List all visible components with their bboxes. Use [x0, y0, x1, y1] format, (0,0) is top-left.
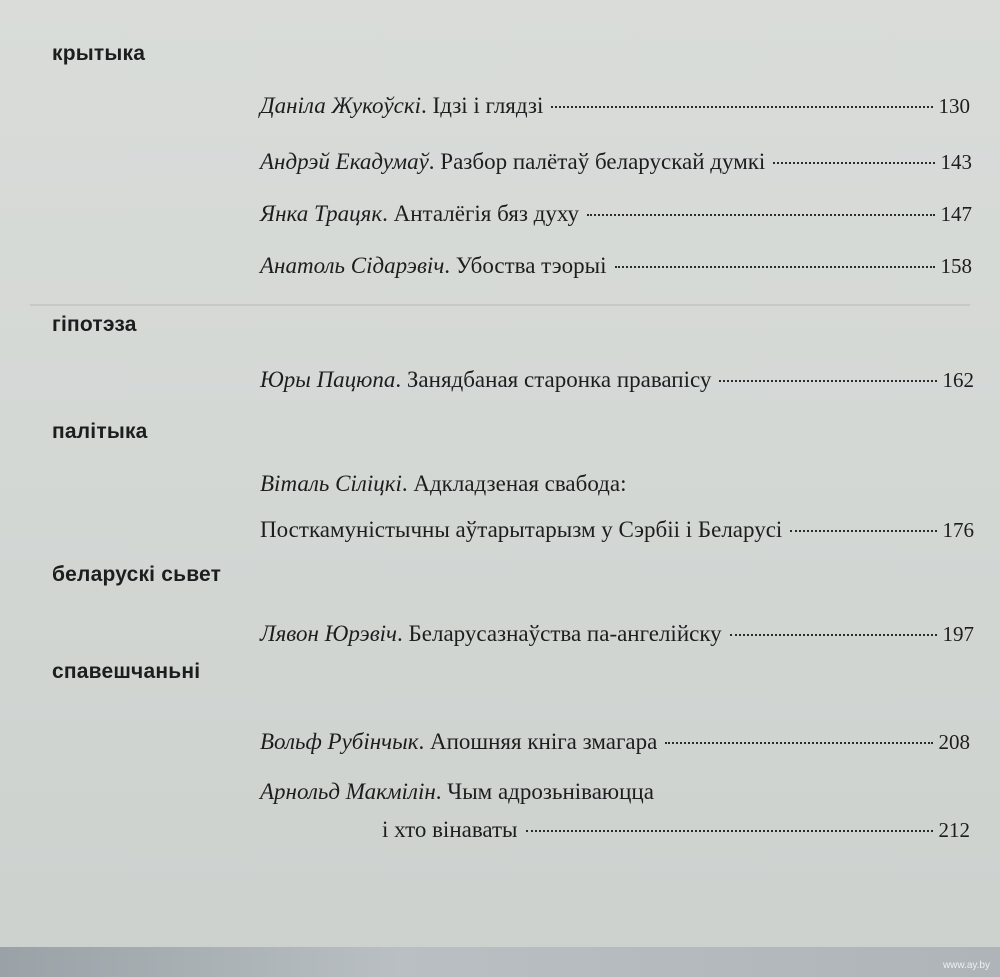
entry-title: . Адкладзеная свабода:	[401, 471, 627, 496]
entry-author: Андрэй Екадумаў	[260, 149, 429, 174]
entry-title: . Чым адрозьніваюцца	[435, 779, 654, 804]
photo-bottom-edge	[0, 947, 1000, 977]
section-title: гіпотэза	[52, 313, 137, 336]
entry-title: . Занядбаная старонка правапісу	[395, 367, 712, 392]
entry-author: Анатоль Сідарэвіч	[260, 253, 445, 278]
section-title: палітыка	[52, 420, 148, 443]
leader-dots	[773, 162, 934, 164]
entry-page-number: 143	[940, 150, 972, 174]
toc-entry	[260, 92, 970, 120]
section-title: беларускі сьвет	[52, 563, 222, 586]
entry-page-number: 130	[938, 94, 970, 118]
entry-title: . Убоства тэорыі	[444, 253, 607, 278]
toc-entry	[260, 620, 974, 648]
leader-dots	[615, 266, 935, 268]
toc-entry	[260, 516, 974, 544]
watermark-text: www.ay.by	[942, 960, 990, 971]
entry-page-number: 208	[938, 730, 970, 754]
leader-dots	[719, 380, 936, 382]
entry-author: Арнольд Макмілін	[260, 779, 436, 804]
toc-entry	[382, 816, 970, 844]
toc-entry	[260, 200, 972, 228]
entry-page-number: 147	[940, 202, 972, 226]
leader-dots	[790, 530, 936, 532]
section-title: спавешчаньні	[52, 660, 201, 683]
entry-title: . Апошняя кніга змагара	[418, 729, 658, 754]
leader-dots	[730, 634, 937, 636]
leader-dots	[551, 106, 932, 108]
toc-entry	[260, 728, 970, 756]
leader-dots	[526, 830, 933, 832]
entry-page-number: 176	[942, 518, 974, 542]
toc-entry	[260, 366, 974, 394]
entry-author: Лявон Юрэвіч	[260, 621, 398, 646]
entry-author: Даніла Жукоўскі	[260, 93, 422, 118]
entry-page-number: 212	[938, 818, 970, 842]
entry-author: Віталь Сіліцкі	[260, 471, 402, 496]
entry-title: . Ідзі і глядзі	[421, 93, 544, 118]
entry-author: Янка Трацяк	[260, 201, 383, 226]
entry-title-continued: Посткамуністычны аўтарытарызм у Сэрбіі і Беларусі	[260, 517, 783, 542]
entry-title: . Разбор палётаў беларускай думкі	[428, 149, 766, 174]
toc-entry-first-line	[260, 778, 654, 805]
toc-entry	[260, 148, 972, 176]
toc-entry	[260, 252, 972, 280]
entry-title: . Беларусазнаўства па-ангелійску	[397, 621, 722, 646]
leader-dots	[587, 214, 934, 216]
entry-title-continued: і хто вінаваты	[382, 817, 518, 842]
leader-dots	[665, 742, 932, 744]
entry-page-number: 197	[942, 622, 974, 646]
entry-author: Юры Пацюпа	[260, 367, 396, 392]
faint-divider	[30, 304, 970, 306]
section-title: крытыка	[52, 42, 146, 65]
toc-entry-first-line	[260, 470, 626, 497]
entry-title: . Анталёгія бяз духу	[382, 201, 580, 226]
entry-page-number: 158	[940, 254, 972, 278]
entry-page-number: 162	[942, 368, 974, 392]
entry-author: Вольф Рубінчык	[260, 729, 419, 754]
